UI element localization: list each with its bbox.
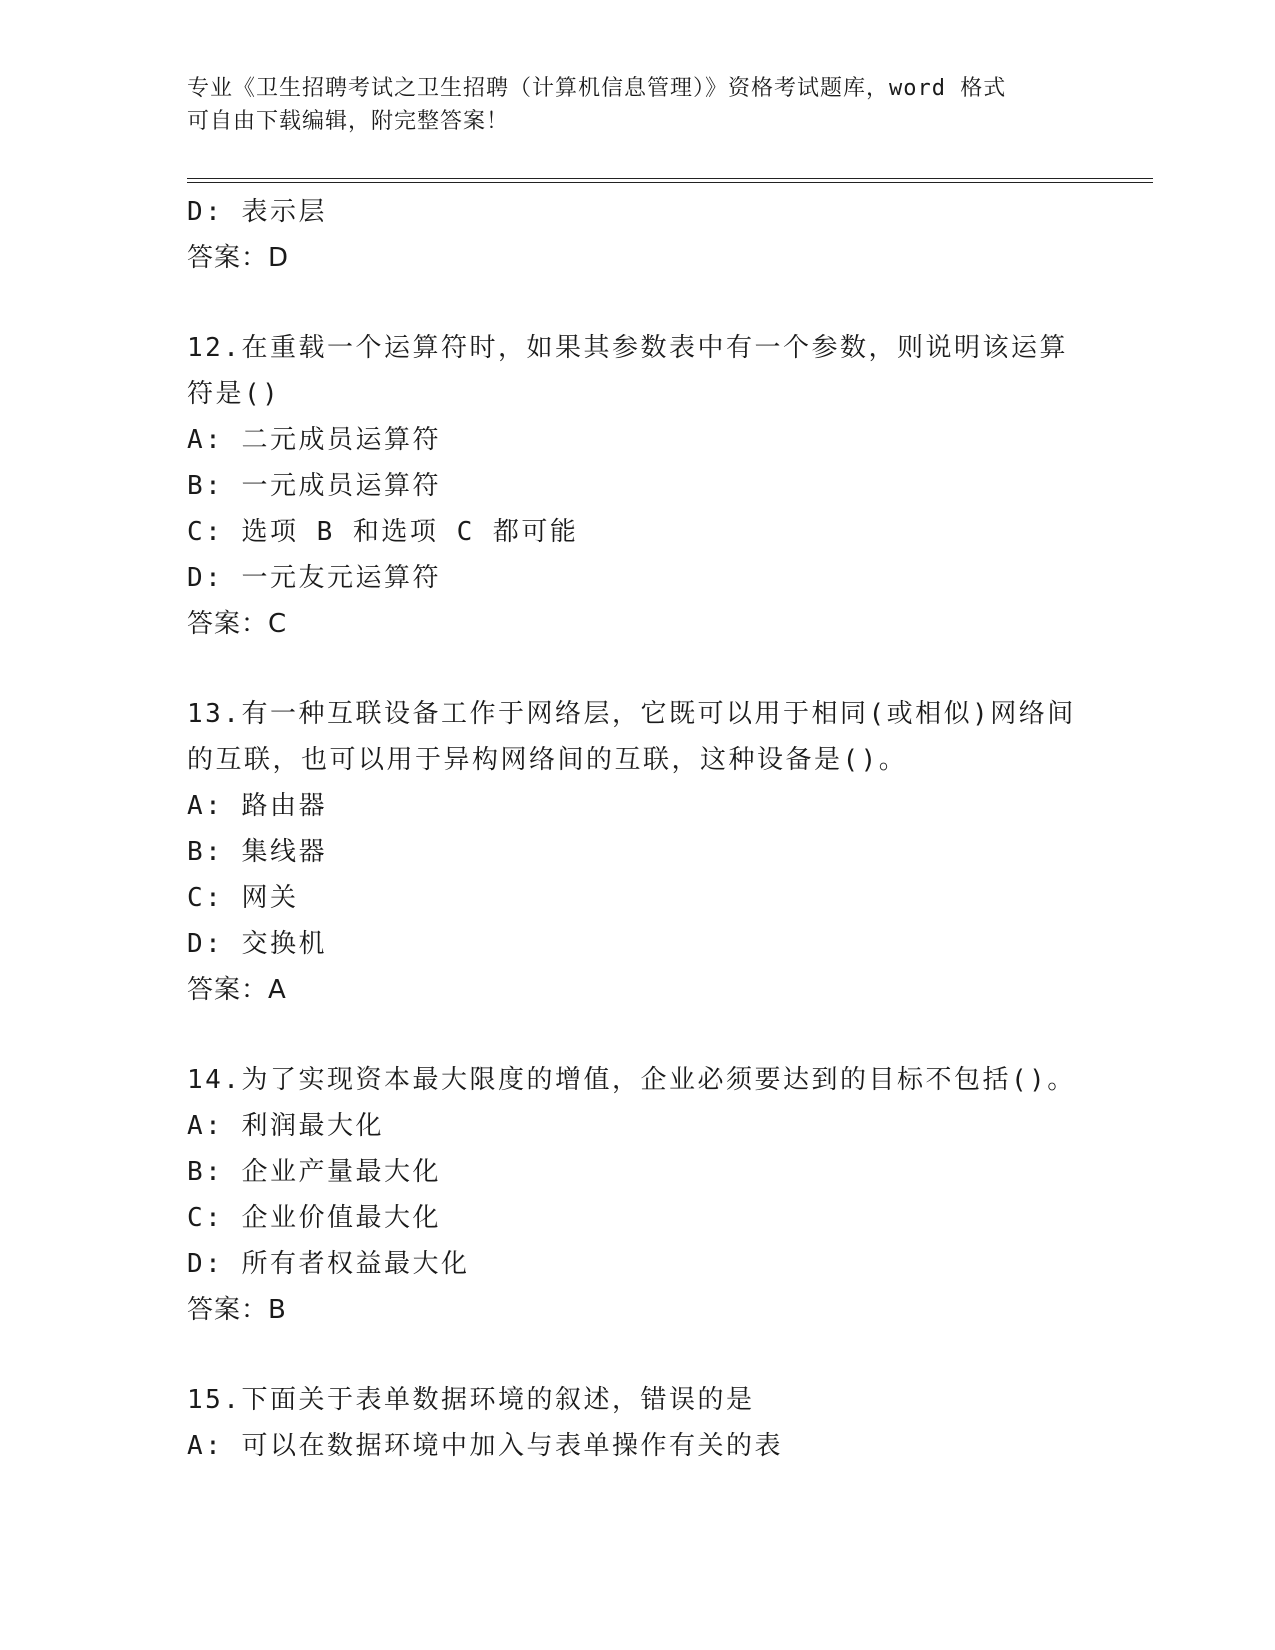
question-13 xyxy=(187,691,1087,1013)
question-11-tail xyxy=(187,189,1087,281)
question-stem: 15.下面关于表单数据环境的叙述，错误的是 xyxy=(187,1385,755,1415)
page-header xyxy=(187,72,1067,138)
option-d: D: 一元友元运算符 xyxy=(187,563,441,593)
answer: 答案：C xyxy=(187,609,288,639)
option-b: B: 企业产量最大化 xyxy=(187,1157,441,1187)
question-stem: 符是() xyxy=(187,379,281,409)
question-stem: 14.为了实现资本最大限度的增值，企业必须要达到的目标不包括()。 xyxy=(187,1065,1076,1095)
answer: 答案：D xyxy=(187,243,290,273)
answer: 答案：B xyxy=(187,1295,287,1325)
option-c: C: 网关 xyxy=(187,883,299,913)
question-15 xyxy=(187,1377,1087,1469)
question-12 xyxy=(187,325,1087,647)
header-line-1: 专业《卫生招聘考试之卫生招聘（计算机信息管理）》资格考试题库，word 格式 xyxy=(187,76,1007,101)
option-c: C: 企业价值最大化 xyxy=(187,1203,441,1233)
option-b: B: 一元成员运算符 xyxy=(187,471,441,501)
question-stem: 的互联，也可以用于异构网络间的互联，这种设备是()。 xyxy=(187,745,908,775)
answer: 答案：A xyxy=(187,975,287,1005)
question-stem: 13.有一种互联设备工作于网络层，它既可以用于相同(或相似)网络间 xyxy=(187,699,1076,729)
option-c: C: 选项 B 和选项 C 都可能 xyxy=(187,517,579,547)
option-d: D: 表示层 xyxy=(187,197,327,227)
header-divider-top xyxy=(187,178,1153,179)
option-a: A: 可以在数据环境中加入与表单操作有关的表 xyxy=(187,1431,783,1461)
option-a: A: 利润最大化 xyxy=(187,1111,384,1141)
option-a: A: 路由器 xyxy=(187,791,327,821)
header-line-2: 可自由下载编辑，附完整答案！ xyxy=(187,109,510,134)
question-stem: 12.在重载一个运算符时，如果其参数表中有一个参数，则说明该运算 xyxy=(187,333,1068,363)
option-a: A: 二元成员运算符 xyxy=(187,425,441,455)
option-d: D: 交换机 xyxy=(187,929,327,959)
question-list xyxy=(187,189,1087,1469)
option-d: D: 所有者权益最大化 xyxy=(187,1249,470,1279)
header-divider-bottom xyxy=(187,182,1153,183)
option-b: B: 集线器 xyxy=(187,837,327,867)
question-14 xyxy=(187,1057,1087,1333)
